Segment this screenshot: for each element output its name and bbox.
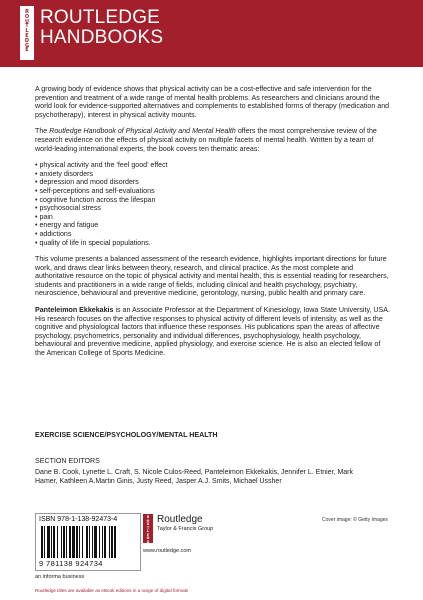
logo-letter: E (25, 47, 29, 54)
list-item-text: self-perceptions and self-evaluations (39, 186, 155, 195)
list-item-text: anxiety disorders (39, 169, 94, 178)
list-item: • self-perceptions and self-evaluations (35, 186, 155, 195)
publisher-subtitle: Taylor & Francis Group (157, 526, 214, 532)
barcode-bar (79, 526, 80, 558)
ebook-note: Routledge titles are available as eBook editions in a range of digital formats (35, 588, 189, 593)
logo-letter: R (146, 515, 150, 519)
section-editors-heading: SECTION EDITORS (35, 457, 100, 465)
section-editors-names: Dane B. Cook, Lynette L. Craft, S. Nicole Culos-Reed, Panteleimon Ekkekakis, Jennifer L. Etnier, Mark Hamer, Kathleen A.Martin Ginis, Justy Reed, Jasper A.J. Smits, Michael Ussher (35, 469, 353, 485)
logo-letter: G (146, 539, 150, 544)
routledge-logo-icon (20, 6, 34, 60)
list-item-text: pain (39, 212, 53, 221)
publisher-name: Routledge (157, 514, 203, 525)
barcode-bar (109, 526, 110, 558)
list-item-text: depression and mood disorders (39, 178, 139, 187)
barcode-bar (69, 526, 71, 558)
barcode-bar (44, 526, 45, 558)
list-item-text: energy and fatigue (39, 221, 99, 230)
barcode-bar (86, 526, 88, 558)
barcode-bar (72, 526, 75, 558)
logo-letter: L (146, 529, 150, 533)
barcode-bar (94, 526, 97, 558)
list-item: • addictions (35, 229, 72, 238)
barcode-bar (41, 526, 43, 558)
publisher-url: www.routledge.com (143, 548, 191, 554)
logo-letter: U (24, 18, 30, 25)
barcode-bar (102, 526, 103, 558)
barcode-bar (99, 526, 100, 558)
publisher-logo-icon (143, 514, 153, 547)
barcode-bar (82, 526, 83, 558)
logo-letter: O (146, 518, 150, 523)
list-item: • energy and fatigue (35, 221, 99, 230)
blurb-p2-prefix: The (35, 127, 50, 136)
barcode-bar (76, 526, 78, 558)
barcode-bar (66, 526, 67, 558)
list-item-text: quality of life in special populations. (39, 238, 151, 247)
logo-letter: E (25, 32, 29, 39)
blurb-p2-rest: offers the most comprehensive review of the research evidence on the effects of physical activity on multiple facets of mental health. Written by a team of world-leading international experts, the book covers ten thematic areas: (35, 127, 377, 153)
logo-letter: U (146, 522, 150, 526)
barcode-bar (61, 526, 62, 558)
logo-letter: D (24, 37, 30, 44)
list-item: • depression and mood disorders (35, 178, 139, 187)
book-title: Routledge Handbook of Physical Activity and Mental Health (49, 127, 236, 136)
author-bio (35, 306, 390, 358)
blurb-paragraph-1: A growing body of evidence shows that physical activity can be a cost-effective and safe intervention for the prevention and treatment of a wide range of mental health problems. As researchers and clinicians around the world look for evidence-supported alternatives and complements to established forms of therapy (medication and psychotherapy), interest in physical activity mounts. (35, 85, 390, 119)
list-item: • anxiety disorders (35, 169, 94, 178)
barcode-bar (57, 526, 58, 558)
barcode-bar (114, 526, 116, 558)
barcode-bar (104, 526, 106, 558)
barcode-bar (47, 526, 50, 558)
barcode-number: 9 781138 924734 (39, 559, 103, 568)
logo-letter: R (25, 9, 29, 15)
publisher-logo-letters (143, 514, 153, 548)
list-item-text: physical activity and the ‘feel good’ effect (39, 161, 168, 170)
barcode-bar (92, 526, 93, 558)
logo-letter: E (146, 543, 150, 547)
isbn-label: ISBN 978-1-138-92473-4 (39, 516, 118, 523)
blurb (35, 85, 390, 366)
list-item-text: psychosocial stress (39, 204, 101, 213)
barcode-icon (39, 526, 137, 558)
informa-business: an informa business (35, 574, 85, 580)
logo-letter: O (24, 13, 30, 20)
barcode-bar (51, 526, 52, 558)
header-band (0, 0, 423, 67)
author-name: Panteleimon Ekkekakis (35, 306, 114, 315)
list-item: • quality of life in special populations. (35, 238, 151, 247)
list-item-text: cognitive function across the lifespan (39, 195, 156, 204)
barcode-bar (53, 526, 55, 558)
blurb-paragraph-2 (35, 127, 390, 153)
barcode-bar (111, 526, 113, 558)
thematic-areas-list (35, 161, 390, 247)
series-title (40, 8, 163, 48)
cover-image-credit: Cover image: © Getty Images (322, 517, 388, 523)
list-item: • pain (35, 212, 53, 221)
series-title-line2: HANDBOOKS (40, 27, 164, 48)
list-item: • cognitive function across the lifespan (35, 195, 156, 204)
logo-letter: T (146, 525, 150, 530)
isbn-barcode-box (35, 513, 141, 571)
logo-letter: E (146, 532, 150, 537)
series-title-line1: ROUTLEDGE (40, 7, 161, 28)
blurb-paragraph-3: This volume presents a balanced assessment of the research evidence, highlights important directions for future work, and draws clear links between theory, research, and clinical practice. As the most complete and authoritative resource on the topic of physical activity and mental health, this is essential reading for researchers, students and practitioners in a wide range of fields, including clinical and health psychology, psychiatry, neuroscience, behavioural and preventive medicine, gerontology, nursing, public health and primary care. (35, 255, 389, 298)
list-item: • physical activity and the ‘feel good’ effect (35, 161, 168, 170)
subject-category: EXERCISE SCIENCE/PSYCHOLOGY/MENTAL HEALTH (35, 431, 218, 439)
logo-letters (20, 10, 34, 53)
author-bio-text: is an Associate Professor at the Department of Kinesiology, Iowa State University, USA. His research focuses on the affective responses to physical activity of different levels of intensity, as well as the cognitive and physiological factors that influence these responses. His publications span the areas of affective psychology, psychometrics, personality and individual differences, psychophysiology, health psychology, behavioural and preventive medicine, applied physiology, and exercise science. He is also an elected fellow of the American College of Sports Medicine. (35, 306, 390, 358)
barcode-bar (89, 526, 90, 558)
logo-letter: L (25, 28, 29, 35)
list-item-text: addictions (39, 229, 72, 238)
list-item: • psychosocial stress (35, 204, 101, 213)
logo-letter: D (146, 536, 150, 540)
barcode-bar (63, 526, 65, 558)
logo-letter: T (25, 23, 29, 30)
logo-letter: G (24, 42, 30, 49)
